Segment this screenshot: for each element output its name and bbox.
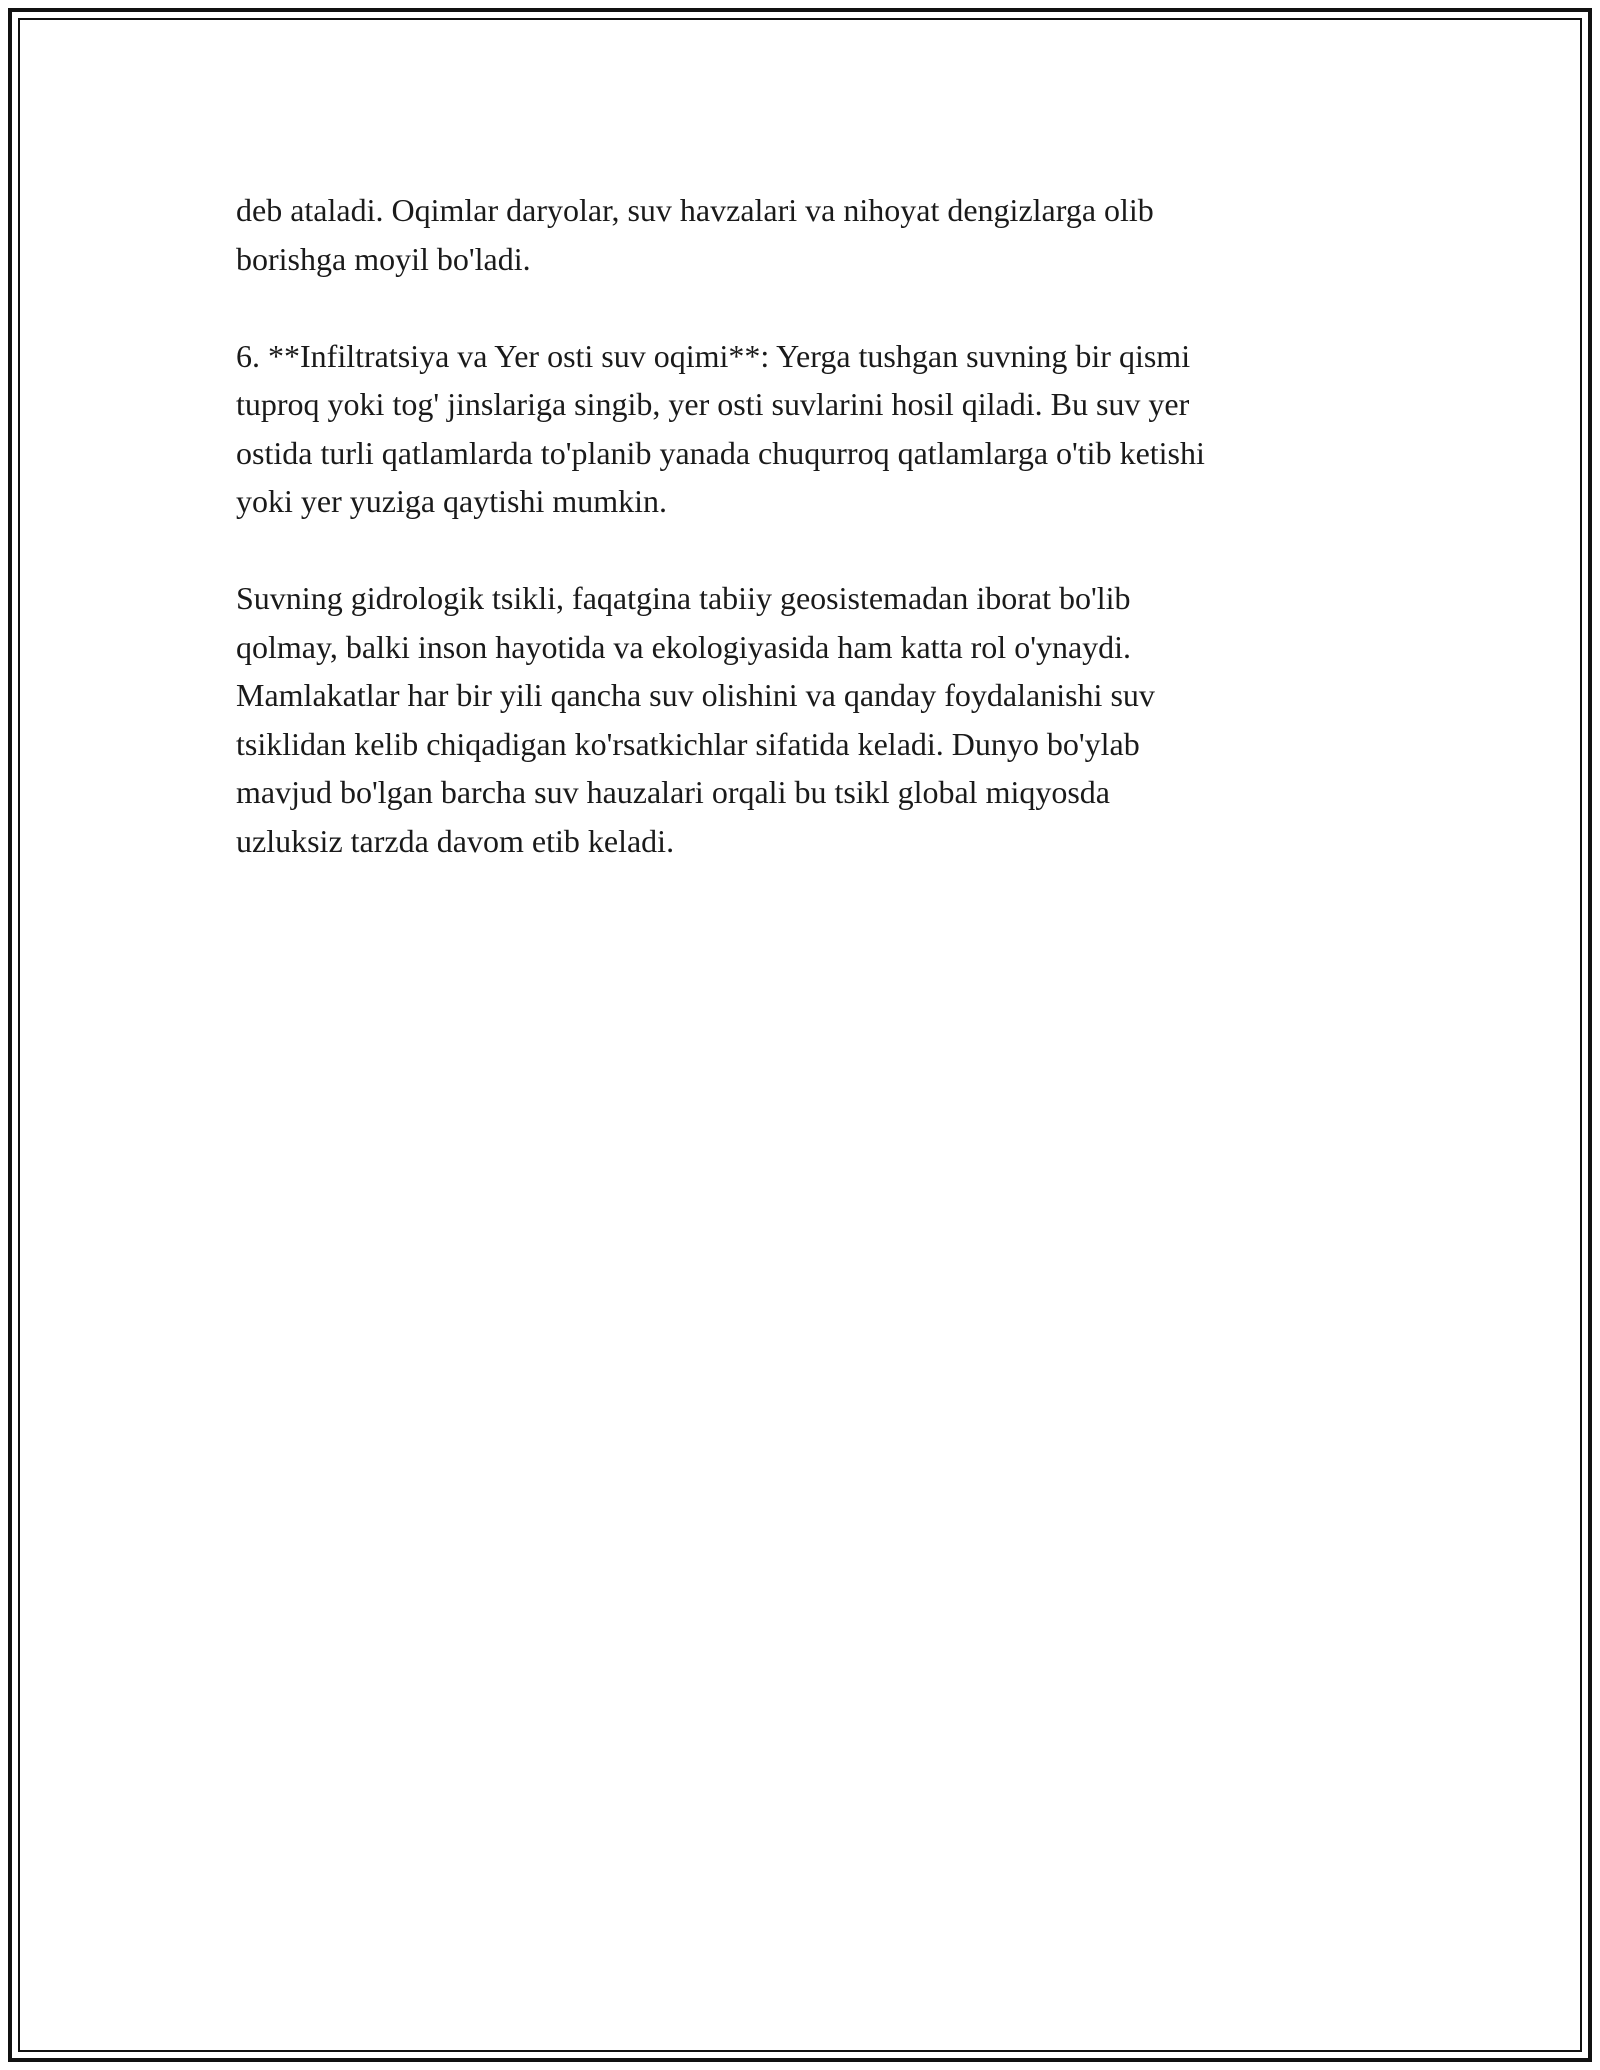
text-line: uzluksiz tarzda davom etib keladi.: [236, 822, 675, 859]
text-line: mavjud bo'lgan barcha suv hauzalari orqali bu tsikl global miqyosda: [236, 774, 1110, 810]
document-body: [236, 186, 1376, 914]
text-line: 6. **Infiltratsiya va Yer osti suv oqimi**: Yerga tushgan suvning bir qismi: [236, 337, 1191, 374]
text-line: tsiklidan kelib chiqadigan ko'rsatkichlar sifatida keladi. Dunyo bo'ylab: [236, 725, 1140, 762]
text-line: deb ataladi. Oqimlar daryolar, suv havzalari va nihoyat dengizlarga olib: [236, 192, 1154, 228]
paragraph-infiltration: [236, 332, 1376, 526]
text-line: Mamlakatlar har bir yili qancha suv olishini va qanday foydalanishi suv: [236, 677, 1155, 713]
text-line: borishga moyil bo'ladi.: [236, 240, 531, 277]
text-line: tuproq yoki tog' jinslariga singib, yer osti suvlarini hosil qiladi. Bu suv yer: [236, 386, 1190, 422]
text-line: Suvning gidrologik tsikli, faqatgina tabiiy geosistemadan iborat bo'lib: [236, 580, 1131, 616]
text-line: qolmay, balki inson hayotida va ekologiyasida ham katta rol o'ynaydi.: [236, 628, 1132, 665]
text-line: yoki yer yuziga qaytishi mumkin.: [236, 483, 668, 519]
paragraph-summary: [236, 574, 1376, 865]
text-line: ostida turli qatlamlarda to'planib yanada chuqurroq qatlamlarga o'tib ketishi: [236, 434, 1205, 471]
paragraph-continuation: [236, 186, 1376, 283]
